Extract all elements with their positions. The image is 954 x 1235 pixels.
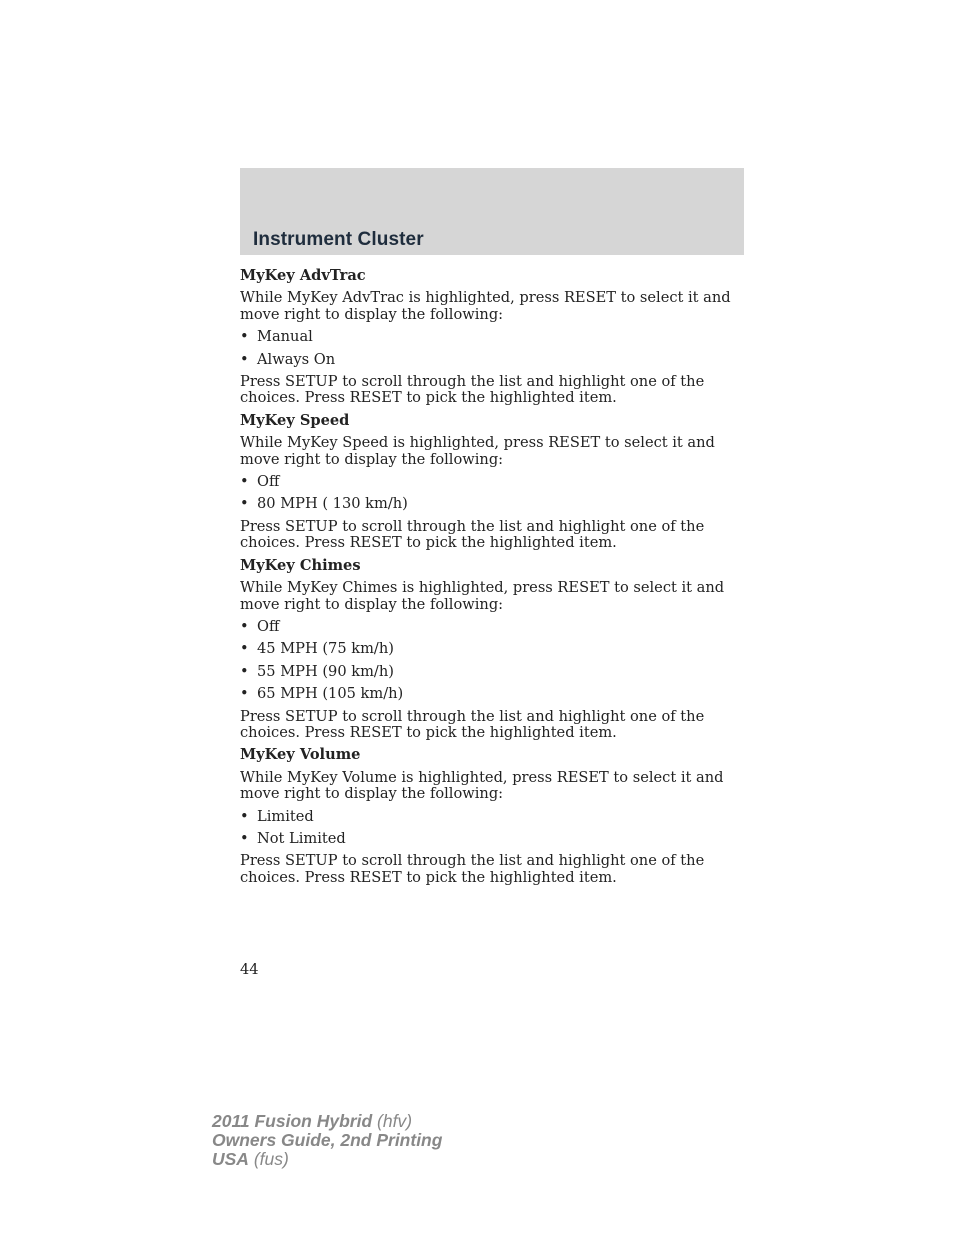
list-item: • Off [240, 474, 744, 490]
footer-model: 2011 Fusion Hybrid [212, 1111, 373, 1131]
section-heading: MyKey Speed [240, 411, 350, 429]
section-outro: Press SETUP to scroll through the list and highlight one of the choices. Press RESET to pick the highlighted item. [240, 373, 705, 407]
footer-model-code: (hfv) [377, 1111, 413, 1131]
footer-region-code: (fus) [253, 1149, 289, 1169]
list-item: • Not Limited [240, 831, 744, 847]
footer-line-region [212, 1150, 442, 1169]
footer-line-model [212, 1112, 442, 1131]
list-item: • 55 MPH (90 km/h) [240, 664, 744, 680]
section-heading: MyKey Chimes [240, 556, 361, 574]
section-intro: While MyKey Volume is highlighted, press RESET to select it and move right to display the following: [240, 768, 724, 803]
footer-region: USA [212, 1149, 249, 1169]
section-outro: Press SETUP to scroll through the list and highlight one of the choices. Press RESET to pick the highlighted item. [240, 852, 705, 886]
list-item: • 65 MPH (105 km/h) [240, 686, 744, 702]
section-outro: Press SETUP to scroll through the list and highlight one of the choices. Press RESET to pick the highlighted item. [240, 707, 705, 741]
list-item: • Off [240, 619, 744, 635]
section-mykey-volume [240, 747, 744, 886]
list-item: • Manual [240, 329, 744, 345]
main-content [240, 268, 744, 892]
section-intro: While MyKey AdvTrac is highlighted, press RESET to select it and move right to display the following: [240, 289, 731, 323]
section-header-band [240, 168, 744, 255]
section-heading: MyKey AdvTrac [240, 267, 366, 284]
section-outro: Press SETUP to scroll through the list and highlight one of the choices. Press RESET to pick the highlighted item. [240, 517, 705, 552]
page-number: 44 [240, 961, 259, 978]
page-title: Instrument Cluster [253, 229, 424, 250]
section-mykey-chimes [240, 558, 744, 742]
option-list [240, 809, 744, 848]
footer-guide: Owners Guide, 2nd Printing [212, 1130, 443, 1150]
section-mykey-advtrac [240, 268, 744, 407]
section-intro: While MyKey Chimes is highlighted, press RESET to select it and move right to display the following: [240, 579, 725, 613]
section-mykey-speed [240, 413, 744, 552]
section-intro: While MyKey Speed is highlighted, press RESET to select it and move right to display the following: [240, 434, 715, 468]
document-footer [212, 1112, 442, 1169]
section-heading: MyKey Volume [240, 746, 361, 764]
option-list [240, 474, 744, 513]
option-list [240, 619, 744, 703]
option-list [240, 329, 744, 368]
list-item: • Always On [240, 352, 744, 368]
list-item: • 80 MPH ( 130 km/h) [240, 496, 744, 512]
footer-line-guide [212, 1131, 442, 1150]
list-item: • Limited [240, 809, 744, 825]
list-item: • 45 MPH (75 km/h) [240, 641, 744, 657]
